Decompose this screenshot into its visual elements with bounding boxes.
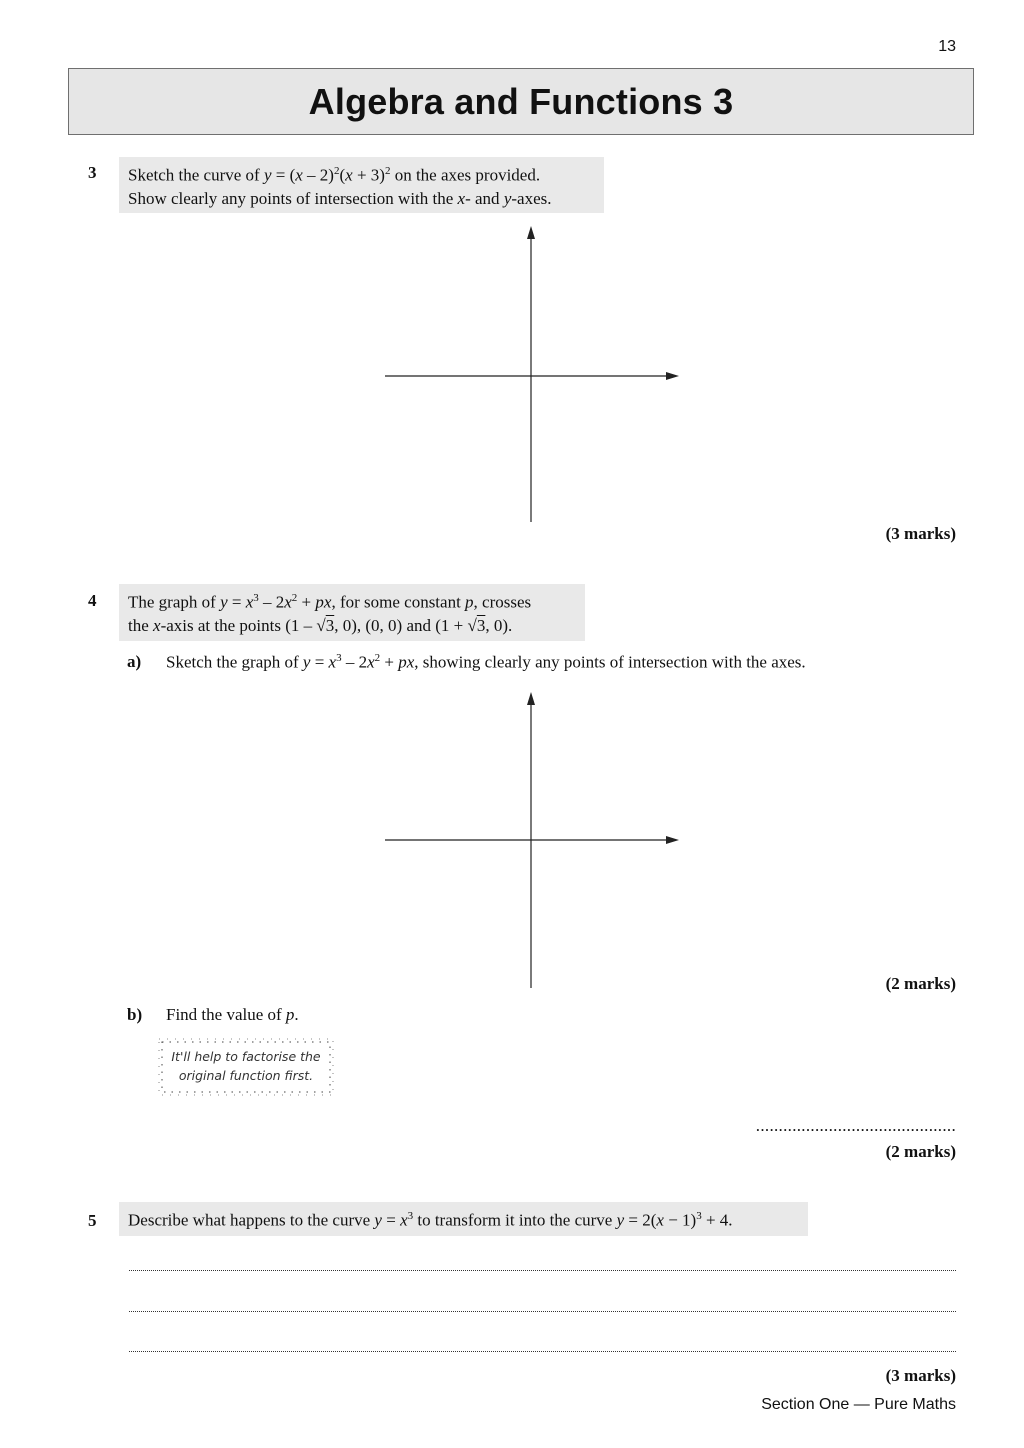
page-title: Algebra and Functions 3 — [308, 80, 734, 122]
question-4a-text: Sketch the graph of $y = x^3 - 2x^2$ + px, showing clearly any points of intersection with the axes. — [166, 652, 806, 672]
question-4-line-1: The graph of $y = x^3 - 2x^2$ + px, for some constant p, crosses — [128, 592, 532, 612]
page-number: 13 — [938, 38, 956, 55]
question-4b-answer-line[interactable]: ............................................ — [755, 1116, 956, 1135]
hint-text — [158, 1047, 334, 1085]
question-4b-text: Find the value of p. — [166, 1005, 299, 1024]
hint-line-2: original function first. — [178, 1068, 314, 1083]
hint-note — [158, 1038, 334, 1096]
question-3-line-2: Show clearly any points of intersection with the x- and y-axes. — [128, 188, 552, 208]
question-5-prompt: Describe what happens to the curve $y = x^3$ to transform it into the curve $y = 2(x - 1)^3 + 4$. — [119, 1202, 808, 1236]
title-banner — [68, 68, 974, 135]
question-5-answer-line-2[interactable] — [129, 1311, 956, 1312]
section-footer: Section One — Pure Maths — [761, 1396, 956, 1413]
question-3-prompt — [119, 157, 604, 213]
question-5-marks: (3 marks) — [885, 1366, 956, 1385]
question-4-number: 4 — [88, 591, 97, 610]
question-4a-label: a) — [127, 652, 142, 671]
question-3-line-1: Sketch the curve of $y = (x - 2)^2(x + 3)^2$ on the axes provided. — [128, 165, 541, 185]
question-5-answer-line-3[interactable] — [129, 1351, 956, 1352]
y-axis-arrowhead — [527, 226, 535, 239]
question-3-marks: (3 marks) — [885, 524, 956, 543]
question-3-number: 3 — [88, 163, 97, 182]
question-4b-marks: (2 marks) — [885, 1142, 956, 1161]
question-5-number: 5 — [88, 1211, 97, 1230]
question-5-answer-line-1[interactable] — [129, 1270, 956, 1271]
hint-line-1: It'll help to factorise the — [171, 1049, 321, 1064]
question-4-prompt — [119, 584, 585, 641]
x-axis-arrowhead — [666, 836, 679, 844]
question-4a-marks: (2 marks) — [885, 974, 956, 993]
y-axis-arrowhead — [527, 692, 535, 705]
question-3-axes[interactable] — [380, 222, 686, 526]
x-axis-arrowhead — [666, 372, 679, 380]
question-4b-label: b) — [127, 1005, 143, 1024]
question-4a-axes[interactable] — [380, 688, 686, 992]
question-4-line-2: the x-axis at the points (1 – √3, 0), (0, 0) and (1 + √3, 0). — [128, 615, 513, 635]
